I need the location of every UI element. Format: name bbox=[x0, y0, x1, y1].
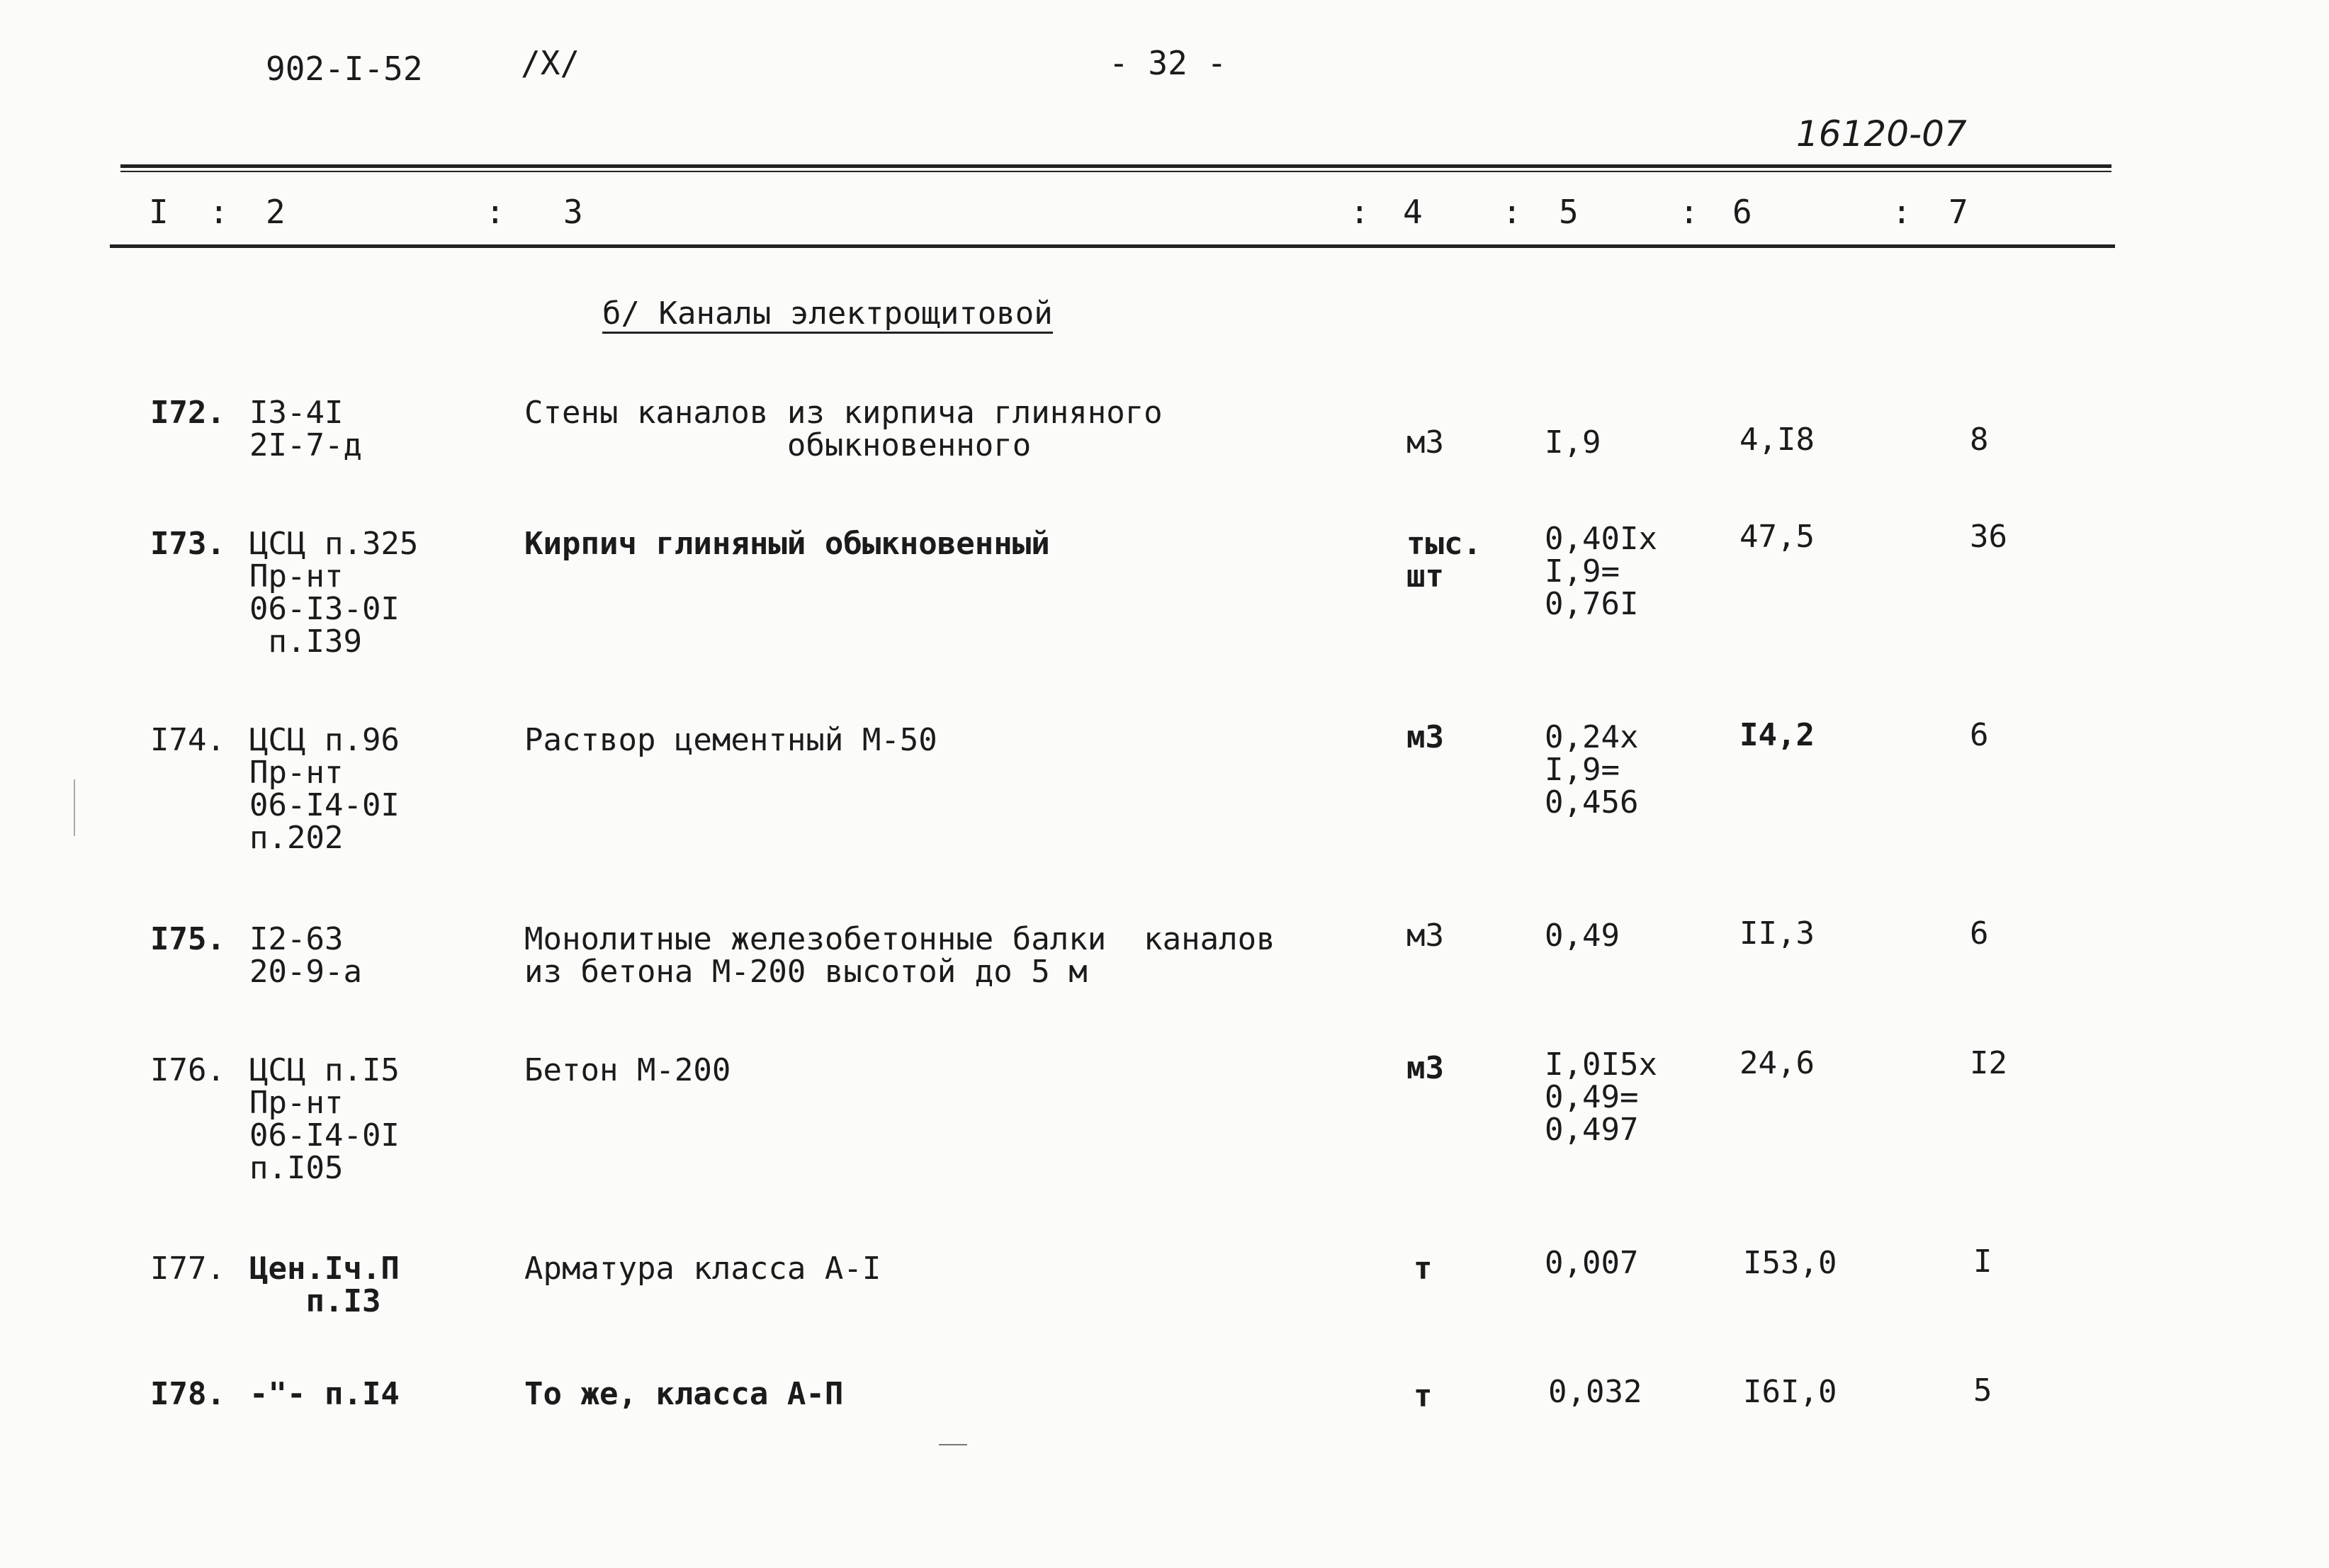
item-quantity: 0,032 bbox=[1548, 1374, 1642, 1410]
item-sum: I bbox=[1973, 1243, 1992, 1280]
item-name: Монолитные железобетонные балки каналов из бетона М-200 высотой до 5 м bbox=[524, 921, 1275, 990]
item-name: Раствор цементный М-50 bbox=[524, 722, 937, 758]
item-number: I73. bbox=[150, 526, 225, 562]
item-sum: 36 bbox=[1970, 519, 2007, 555]
top-rule bbox=[120, 164, 2111, 168]
margin-mark bbox=[74, 779, 75, 836]
item-unit: т bbox=[1414, 1251, 1433, 1287]
item-unit: м3 bbox=[1406, 424, 1444, 461]
item-reference: I2-63 20-9-а bbox=[249, 921, 362, 990]
header-rule bbox=[110, 244, 2115, 248]
item-name: Стены каналов из кирпича глиняного обыкновенного bbox=[524, 395, 1163, 463]
item-sum: 8 bbox=[1970, 422, 1989, 458]
item-reference: I3-4I 2I-7-д bbox=[249, 395, 362, 463]
copy-marker: /X/ bbox=[521, 44, 580, 82]
item-reference: Цен.Iч.П п.I3 bbox=[249, 1251, 400, 1319]
scan-dash bbox=[939, 1444, 967, 1445]
item-unit: т bbox=[1414, 1378, 1433, 1414]
item-reference: ЦСЦ п.I5 Пр-нт 06-I4-0I п.I05 bbox=[249, 1052, 400, 1186]
item-unit: м3 bbox=[1406, 918, 1444, 954]
item-quantity: 0,24х I,9= 0,456 bbox=[1545, 719, 1639, 820]
column-number: I bbox=[149, 193, 169, 231]
page-number: - 32 - bbox=[1109, 44, 1227, 82]
item-number: I74. bbox=[150, 722, 225, 758]
item-price: 4,I8 bbox=[1739, 422, 1815, 458]
item-unit: м3 bbox=[1406, 1050, 1444, 1086]
item-price: I6I,0 bbox=[1743, 1374, 1837, 1410]
item-number: I72. bbox=[150, 395, 225, 431]
item-name: То же, класса А-П bbox=[524, 1376, 844, 1412]
item-quantity: 0,007 bbox=[1545, 1245, 1639, 1281]
item-quantity: I,9 bbox=[1545, 424, 1601, 461]
top-rule-thin bbox=[120, 171, 2111, 172]
column-number: 6 bbox=[1732, 193, 1752, 231]
item-reference: ЦСЦ п.96 Пр-нт 06-I4-0I п.202 bbox=[249, 722, 400, 856]
item-number: I75. bbox=[150, 921, 225, 957]
item-reference: ЦСЦ п.325 Пр-нт 06-I3-0I п.I39 bbox=[249, 526, 419, 660]
item-name: Кирпич глиняный обыкновенный bbox=[524, 526, 1050, 562]
item-price: 24,6 bbox=[1739, 1045, 1815, 1081]
column-separator: : bbox=[209, 193, 229, 231]
section-title: б/ Каналы электрощитовой bbox=[602, 298, 1053, 334]
item-sum: 6 bbox=[1970, 717, 1989, 753]
item-price: 47,5 bbox=[1739, 519, 1815, 555]
item-quantity: I,0I5х 0,49= 0,497 bbox=[1545, 1047, 1657, 1148]
column-number: 5 bbox=[1559, 193, 1579, 231]
item-unit: тыс. шт bbox=[1406, 526, 1482, 594]
item-number: I76. bbox=[150, 1052, 225, 1088]
column-number: 7 bbox=[1949, 193, 1968, 231]
item-number: I77. bbox=[150, 1251, 225, 1287]
column-number: 4 bbox=[1403, 193, 1423, 231]
item-name: Арматура класса А-I bbox=[524, 1251, 881, 1287]
item-unit: м3 bbox=[1406, 719, 1444, 755]
item-sum: 6 bbox=[1970, 915, 1989, 952]
column-separator: : bbox=[1679, 193, 1699, 231]
item-reference: -"- п.I4 bbox=[249, 1376, 400, 1412]
column-separator: : bbox=[1350, 193, 1370, 231]
item-name: Бетон М-200 bbox=[524, 1052, 731, 1088]
item-quantity: 0,40Iх I,9= 0,76I bbox=[1545, 521, 1657, 622]
column-separator: : bbox=[485, 193, 505, 231]
item-sum: 5 bbox=[1973, 1372, 1992, 1409]
item-sum: I2 bbox=[1970, 1045, 2007, 1081]
document-code: 902-I-52 bbox=[266, 50, 423, 88]
item-number: I78. bbox=[150, 1376, 225, 1412]
column-separator: : bbox=[1502, 193, 1522, 231]
column-separator: : bbox=[1892, 193, 1912, 231]
item-quantity: 0,49 bbox=[1545, 918, 1620, 954]
item-price: II,3 bbox=[1739, 915, 1815, 952]
item-price: I4,2 bbox=[1739, 717, 1815, 753]
archive-number: 16120-07 bbox=[1796, 113, 1967, 154]
item-price: I53,0 bbox=[1743, 1245, 1837, 1281]
column-number: 3 bbox=[563, 193, 583, 231]
column-number: 2 bbox=[266, 193, 286, 231]
